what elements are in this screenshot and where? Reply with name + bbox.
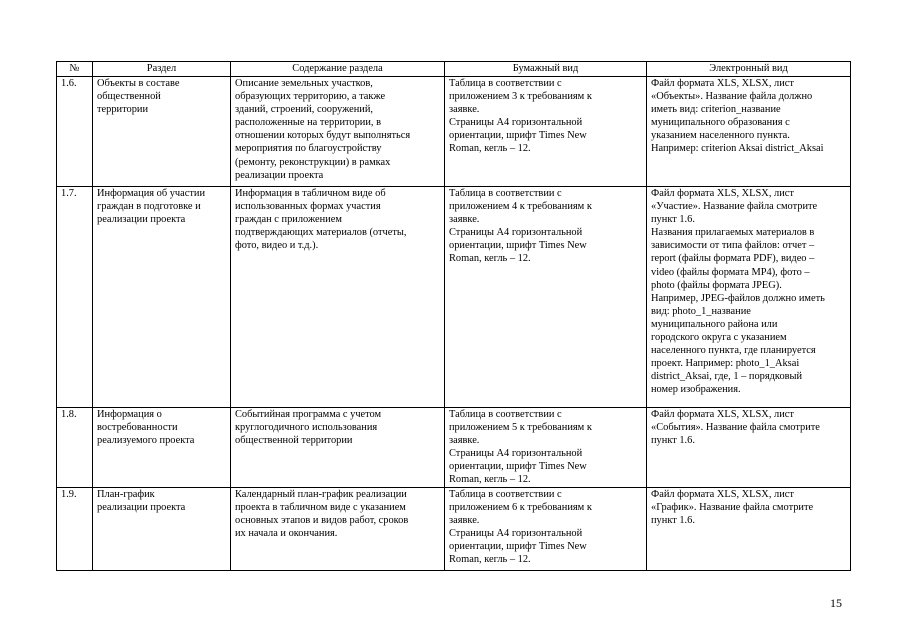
- cell-paper-form: Таблица в соответствии с приложением 3 к требованиям к заявке. Страницы А4 горизонтальной ориентации, шрифт Times New Roman, кегль – 12.: [445, 77, 647, 187]
- cell-number: 1.9.: [57, 487, 93, 570]
- cell-electronic-form: Файл формата XLS, XLSX, лист «Объекты». Название файла должно иметь вид: criterion_название муниципального образования с указанием населенного пункта. Например: criterion Aksai district_Aksai: [647, 77, 851, 187]
- cell-section: Информация о востребованности реализуемого проекта: [93, 408, 231, 488]
- page-number: 15: [830, 596, 842, 610]
- cell-number: 1.8.: [57, 408, 93, 488]
- table-row: [57, 487, 851, 570]
- cell-content: Событийная программа с учетом круглогодичного использования общественной территории: [231, 408, 445, 488]
- requirements-table: [56, 61, 851, 571]
- table-header-row: [57, 62, 851, 77]
- cell-electronic-form: Файл формата XLS, XLSX, лист «События». Название файла смотрите пункт 1.6.: [647, 408, 851, 488]
- cell-section: План-график реализации проекта: [93, 487, 231, 570]
- table-row: [57, 187, 851, 408]
- cell-content: Описание земельных участков, образующих территорию, а также зданий, строений, сооружений, расположенные на территории, в отношении которых будут выполняться мероприятия по благоустройству (ремонту, реконструкции) в рамках реализации проекта: [231, 77, 445, 187]
- cell-number: 1.6.: [57, 77, 93, 187]
- cell-paper-form: Таблица в соответствии с приложением 4 к требованиям к заявке. Страницы А4 горизонтальной ориентации, шрифт Times New Roman, кегль – 12.: [445, 187, 647, 408]
- cell-electronic-form: Файл формата XLS, XLSX, лист «График». Название файла смотрите пункт 1.6.: [647, 487, 851, 570]
- cell-paper-form: Таблица в соответствии с приложением 6 к требованиям к заявке. Страницы А4 горизонтальной ориентации, шрифт Times New Roman, кегль – 12.: [445, 487, 647, 570]
- cell-content: Информация в табличном виде об использованных формах участия граждан с приложением подтверждающих материалов (отчеты, фото, видео и т.д.).: [231, 187, 445, 408]
- cell-number: 1.7.: [57, 187, 93, 408]
- header-paper-form: Бумажный вид: [445, 62, 647, 77]
- cell-content: Календарный план-график реализации проекта в табличном виде с указанием основных этапов и видов работ, сроков их начала и окончания.: [231, 487, 445, 570]
- cell-paper-form: Таблица в соответствии с приложением 5 к требованиям к заявке. Страницы А4 горизонтальной ориентации, шрифт Times New Roman, кегль – 12.: [445, 408, 647, 488]
- cell-electronic-form: Файл формата XLS, XLSX, лист «Участие». Название файла смотрите пункт 1.6. Названия прилагаемых материалов в зависимости от типа файлов: отчет – report (файлы формата PDF), видео – video (файлы формата MP4), фото – photo (файлы формата JPEG). Например, JPEG-файлов должно иметь вид: photo_1_название муниципального района или городского округа с указанием населенного пункта, где планируется проект. Например: photo_1_Aksai district_Aksai, где, 1 – порядковый номер изображения.: [647, 187, 851, 408]
- cell-section: Информация об участии граждан в подготовке и реализации проекта: [93, 187, 231, 408]
- header-section: Раздел: [93, 62, 231, 77]
- table-row: [57, 408, 851, 488]
- header-content: Содержание раздела: [231, 62, 445, 77]
- header-electronic-form: Электронный вид: [647, 62, 851, 77]
- table-row: [57, 77, 851, 187]
- header-number: №: [57, 62, 93, 77]
- cell-section: Объекты в составе общественной территории: [93, 77, 231, 187]
